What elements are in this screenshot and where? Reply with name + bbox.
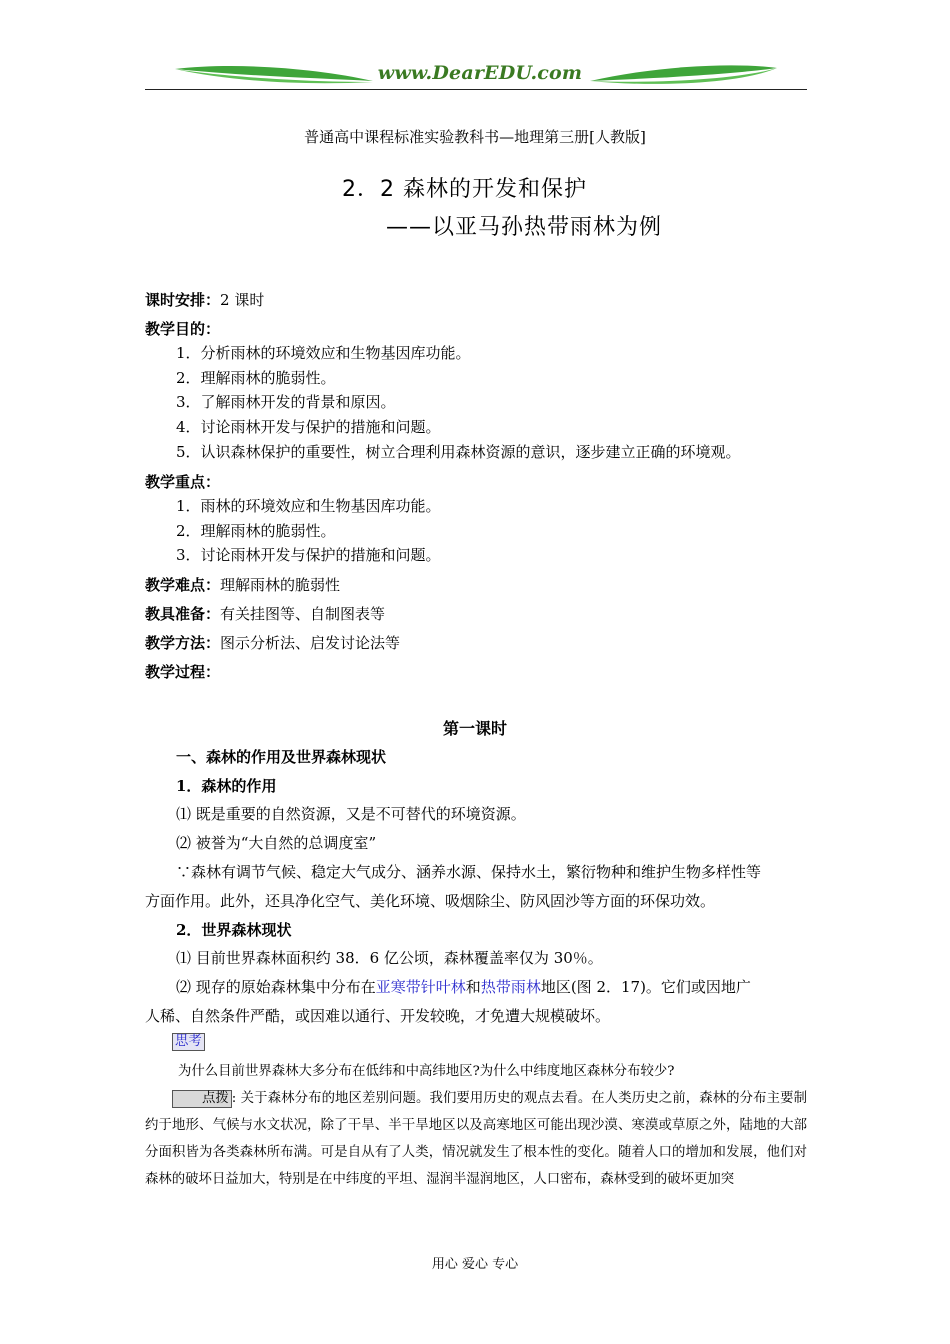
status-text: 和 [465, 978, 481, 996]
objective-item: 2．理解雨林的脆弱性。 [176, 369, 336, 387]
rainforest-link[interactable]: 热带雨林 [480, 978, 541, 996]
because-line: ∵森林有调节气候、稳定大气成分、涵养水源、保持水土，繁衍物种和维护生物多样性等 [176, 863, 762, 881]
logo-text: www.DearEDU.com [377, 62, 583, 84]
objective-item: 5．认识森林保护的重要性，树立合理利用森林资源的意识，逐步建立正确的环境观。 [176, 443, 741, 461]
role-item: ⑵ 被誉为“大自然的总调度室” [176, 834, 377, 852]
think-label: 思考 [172, 1033, 205, 1051]
method-value: 图示分析法、启发讨论法等 [220, 634, 401, 652]
objectives-label: 教学目的： [145, 320, 221, 338]
status-line: 人稀、自然条件严酷，或因难以通行、开发较晚，才免遭大规模破坏。 [145, 1007, 611, 1025]
section-heading: 一、森林的作用及世界森林现状 [176, 748, 387, 766]
because-line: 方面作用。此外，还具净化空气、美化环境、吸烟除尘、防风固沙等方面的环保功效。 [145, 892, 716, 910]
schedule-row [145, 289, 264, 310]
tools-value: 有关挂图等、自制图表等 [220, 605, 386, 623]
sub-heading: 2．世界森林现状 [176, 921, 292, 939]
header-divider [145, 89, 807, 90]
objective-item: 4．讨论雨林开发与保护的措施和问题。 [176, 418, 441, 436]
process-label: 教学过程： [145, 663, 221, 681]
difficulty-label: 教学难点： [145, 576, 221, 594]
textbook-subtitle: 普通高中课程标准实验教科书—地理第三册[人教版] [304, 128, 646, 146]
lesson-one-heading: 第一课时 [442, 719, 507, 738]
keypoint-item: 3．讨论雨林开发与保护的措施和问题。 [176, 546, 441, 564]
status-text: ⑵ 现存的原始森林集中分布在 [176, 978, 376, 996]
method-label: 教学方法： [145, 634, 221, 652]
page-footer: 用心 爱心 专心 [431, 1257, 519, 1272]
think-question: 为什么目前世界森林大多分布在低纬和中高纬地区?为什么中纬度地区森林分布较少? [178, 1064, 675, 1079]
tools-label: 教具准备： [145, 605, 221, 623]
hint-paragraph [145, 1085, 807, 1193]
schedule-label: 课时安排： [145, 291, 221, 309]
think-box [172, 1033, 205, 1051]
keypoint-item: 1．雨林的环境效应和生物基因库功能。 [176, 497, 441, 515]
tools-row [145, 603, 385, 624]
sub-heading: 1．森林的作用 [176, 777, 277, 795]
method-row [145, 632, 400, 653]
taiga-link[interactable]: 亚寒带针叶林 [375, 978, 466, 996]
site-logo [145, 56, 807, 96]
difficulty-value: 理解雨林的脆弱性 [220, 576, 341, 594]
keypoint-item: 2．理解雨林的脆弱性。 [176, 522, 336, 540]
keypoints-label: 教学重点： [145, 473, 221, 491]
lesson-subtitle: ——以亚马孙热带雨林为例 [386, 215, 663, 240]
status-item: ⑴ 目前世界森林面积约 38．6 亿公顷，森林覆盖率仅为 30％。 [176, 949, 603, 967]
objective-item: 3．了解雨林开发的背景和原因。 [176, 393, 396, 411]
hint-text: : 关于森林分布的地区差别问题。我们要用历史的观点去看。在人类历史之前，森林的分布主要制约于地形、气候与水文状况，除了干旱、半干旱地区以及高寒地区可能出现沙漠、寒漠或草原之外，陆地的大部分面积皆为各类森林所布满。可是自从有了人类，情况就发生了根本性的变化。随着人口的增加和发展，他们对森林的破坏日益加大，特别是在中纬度的平坦、湿润半湿润地区，人口密布，森林受到的破坏更加突 [145, 1091, 807, 1187]
status-text: 地区(图 2．17)。它们或因地广 [540, 978, 751, 996]
status-item [176, 976, 751, 997]
schedule-value: 2 课时 [220, 291, 265, 309]
difficulty-row [145, 574, 340, 595]
role-item: ⑴ 既是重要的自然资源，又是不可替代的环境资源。 [176, 805, 526, 823]
hint-label: 点拨 [172, 1090, 232, 1108]
lesson-title: 2．2 森林的开发和保护 [342, 177, 587, 202]
objective-item: 1．分析雨林的环境效应和生物基因库功能。 [176, 344, 471, 362]
